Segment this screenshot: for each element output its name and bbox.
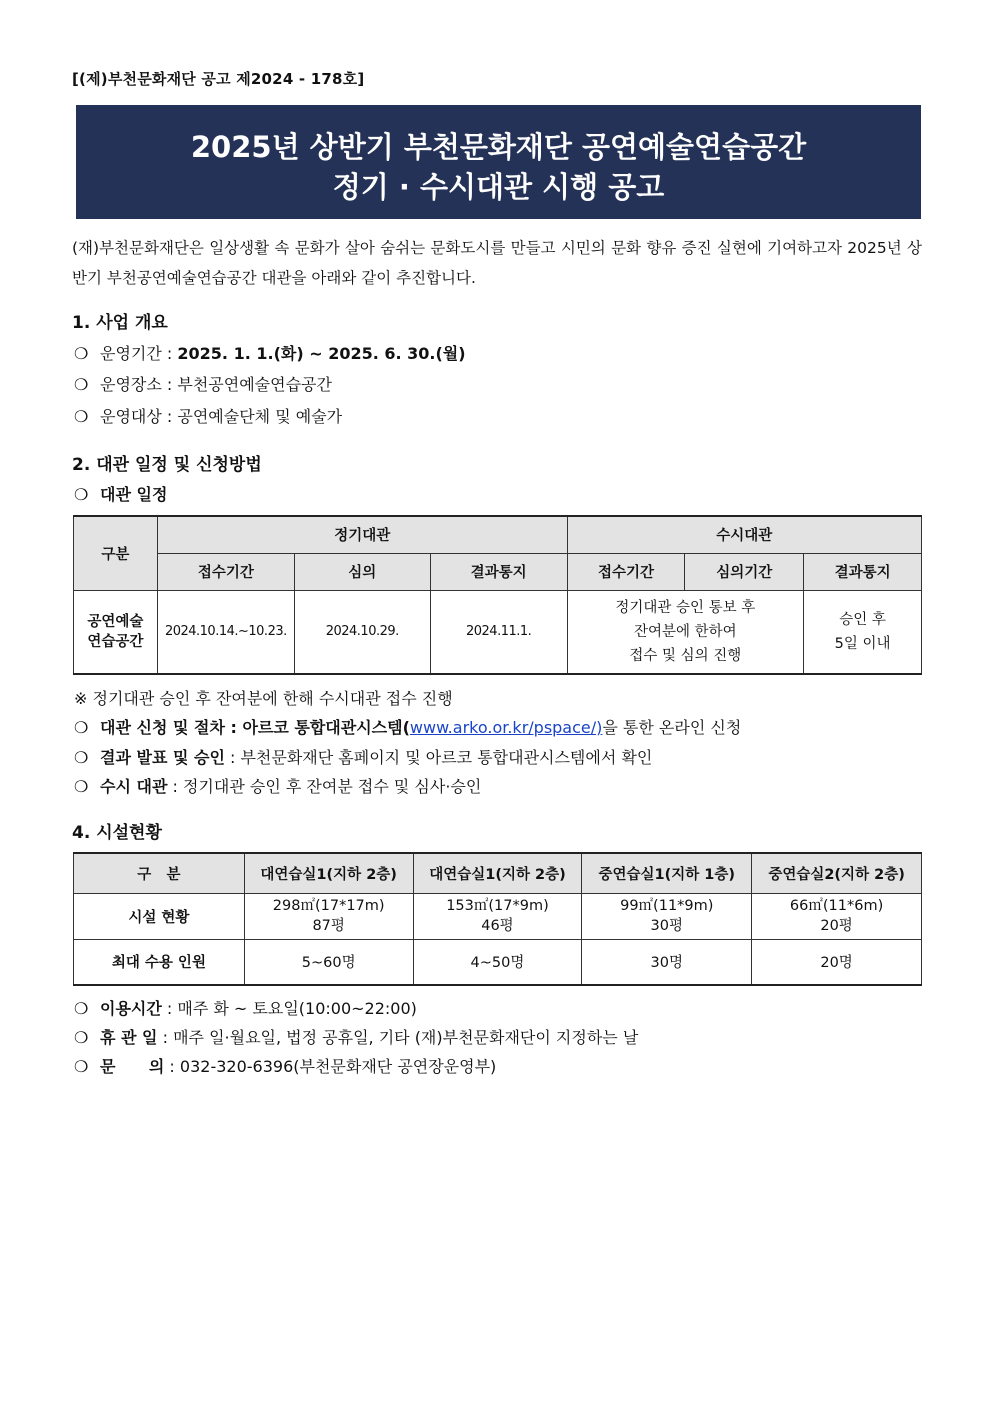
title-line-1: 2025년 상반기 부천문화재단 공연예술연습공간 [190, 130, 807, 164]
adhoc-process-note [567, 590, 804, 674]
schedule-table [73, 515, 922, 675]
apply-procedure-item [74, 715, 741, 738]
facility-area: 99㎡(11*9m) [620, 898, 714, 914]
adhoc-result-line: 승인 후 [839, 611, 886, 628]
operation-period-item [74, 341, 466, 364]
capacity-label: 최대 수용 인원 [74, 939, 245, 985]
contact-value: : 032-320-6396(부천문화재단 공연장운영부) [164, 1057, 497, 1076]
title-banner [76, 105, 921, 219]
regular-review-date: 2024.10.29. [294, 590, 430, 674]
regular-result-date: 2024.11.1. [430, 590, 567, 674]
sub-header: 심의기간 [685, 553, 804, 590]
operation-place-value: 부천공연예술연습공간 [177, 375, 332, 394]
facility-area: 153㎡(17*9m) [446, 898, 549, 914]
room-header: 대연습실1(지하 2층) [413, 853, 582, 893]
bullet-icon: ❍ [74, 718, 89, 737]
adhoc-process-line: 잔여분에 한하여 [634, 623, 737, 640]
row-label-space [74, 590, 158, 674]
bullet-icon: ❍ [74, 344, 89, 363]
facility-pyeong: 30평 [650, 918, 683, 934]
facility-header-label: 구 분 [74, 853, 245, 893]
facility-table [73, 852, 922, 986]
regular-application-period: 2024.10.14.~10.23. [157, 590, 294, 674]
bullet-icon: ❍ [74, 999, 89, 1018]
section2-heading: 2. 대관 일정 및 신청방법 [72, 455, 262, 475]
result-announcement-label: 결과 발표 및 승인 [100, 748, 225, 767]
capacity-cell: 30명 [582, 939, 752, 985]
facility-area: 298㎡(17*17m) [272, 898, 385, 914]
section1-heading: 1. 사업 개요 [72, 313, 168, 333]
adhoc-rental-item [74, 774, 481, 797]
apply-procedure-tail: 을 통한 온라인 신청 [602, 718, 742, 737]
bullet-icon: ❍ [74, 375, 89, 394]
usage-hours-item [74, 996, 417, 1019]
facility-status-label: 시설 현황 [74, 893, 245, 939]
section4-heading: 4. 시설현황 [72, 823, 162, 843]
schedule-subheading-label: 대관 일정 [100, 485, 168, 504]
regular-rental-header: 정기대관 [157, 516, 567, 553]
notice-number: [(제)부천문화재단 공고 제2024 - 178호] [72, 70, 365, 88]
facility-pyeong: 20평 [820, 918, 853, 934]
apply-procedure-label: 대관 신청 및 절차 : 아르코 통합대관시스템( [100, 718, 410, 737]
adhoc-process-line: 접수 및 심의 진행 [629, 647, 742, 664]
sub-header: 심의 [294, 553, 430, 590]
arko-link[interactable]: www.arko.or.kr/pspace/) [409, 718, 603, 737]
usage-hours-value: : 매주 화 ~ 토요일(10:00~22:00) [161, 999, 417, 1018]
result-announcement-value: : 부천문화재단 홈페이지 및 아르코 통합대관시스템에서 확인 [224, 748, 653, 767]
adhoc-result-note [804, 590, 922, 674]
closed-days-label: 휴 관 일 [100, 1028, 158, 1047]
facility-status-cell [413, 893, 582, 939]
facility-area: 66㎡(11*6m) [789, 898, 884, 914]
adhoc-note: ※ 정기대관 승인 후 잔여분에 한해 수시대관 접수 진행 [74, 689, 453, 708]
capacity-cell: 5~60명 [244, 939, 413, 985]
intro-paragraph: (재)부천문화재단은 일상생활 속 문화가 살아 숨쉬는 문화도시를 만들고 시민의 문화 향유 증진 실현에 기여하고자 2025년 상반기 부천공연예술연습공간 대관을 아래와 같이 추진합니다. [72, 239, 922, 287]
adhoc-result-line: 5일 이내 [834, 635, 891, 652]
operation-place-item [74, 372, 332, 395]
room-header: 중연습실1(지하 1층) [582, 853, 752, 893]
operation-period-label: 운영기간 : [100, 344, 178, 363]
facility-status-cell [244, 893, 413, 939]
facility-pyeong: 87평 [312, 918, 345, 934]
sub-header: 결과통지 [804, 553, 922, 590]
usage-hours-label: 이용시간 [100, 999, 162, 1018]
contact-label: 문 의 [100, 1057, 165, 1076]
bullet-icon: ❍ [74, 777, 89, 796]
operation-target-item [74, 404, 342, 427]
room-header: 대연습실1(지하 2층) [244, 853, 413, 893]
facility-pyeong: 46평 [481, 918, 514, 934]
sub-header: 접수기간 [567, 553, 685, 590]
sub-header: 결과통지 [430, 553, 567, 590]
closed-days-value: : 매주 일·월요일, 법정 공휴일, 기타 (재)부천문화재단이 지정하는 날 [157, 1028, 639, 1047]
room-header: 중연습실2(지하 2층) [752, 853, 922, 893]
operation-place-label: 운영장소 : [100, 375, 178, 394]
facility-status-cell [752, 893, 922, 939]
row-label-line: 공연예술 [87, 613, 144, 630]
result-announcement-item [74, 745, 652, 768]
bullet-icon: ❍ [74, 1057, 89, 1076]
contact-item [74, 1054, 496, 1077]
operation-target-label: 운영대상 : [100, 407, 178, 426]
adhoc-rental-value: : 정기대관 승인 후 잔여분 접수 및 심사·승인 [167, 777, 482, 796]
operation-period-value: 2025. 1. 1.(화) ~ 2025. 6. 30.(월) [177, 344, 466, 363]
capacity-cell: 20명 [752, 939, 922, 985]
bullet-icon: ❍ [74, 485, 89, 504]
operation-target-value: 공연예술단체 및 예술가 [177, 407, 343, 426]
adhoc-rental-header: 수시대관 [567, 516, 921, 553]
adhoc-process-line: 정기대관 승인 통보 후 [615, 599, 756, 616]
bullet-icon: ❍ [74, 407, 89, 426]
title-line-2: 정기 · 수시대관 시행 공고 [332, 170, 665, 204]
sub-header: 접수기간 [157, 553, 294, 590]
bullet-icon: ❍ [74, 748, 89, 767]
closed-days-item [74, 1025, 638, 1048]
bullet-icon: ❍ [74, 1028, 89, 1047]
schedule-col-group: 구분 [74, 516, 158, 590]
adhoc-rental-label: 수시 대관 [100, 777, 168, 796]
row-label-line: 연습공간 [87, 633, 144, 650]
facility-status-cell [582, 893, 752, 939]
capacity-cell: 4~50명 [413, 939, 582, 985]
schedule-subheading [74, 482, 167, 505]
